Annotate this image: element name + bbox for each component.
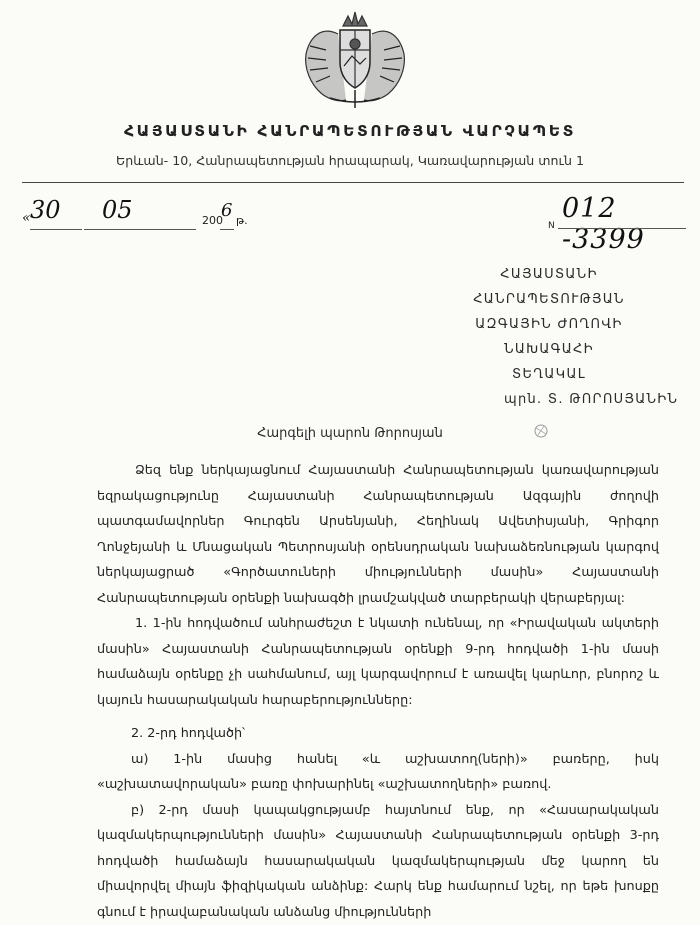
addressee-line-3: ՏԵՂԱԿԱԼ bbox=[440, 362, 658, 387]
body-paragraph-item-2a: ա) 1-ին մասից հանել «և աշխատող(ների)» բառերը, իսկ «աշխատավորական» բառը փոխարինել «աշխատողների» բառով. bbox=[97, 747, 659, 798]
date-quote-mark: « bbox=[22, 210, 31, 226]
reference-number bbox=[540, 193, 690, 237]
addressee-line-1: ՀԱՅԱՍՏԱՆԻ ՀԱՆՐԱՊԵՏՈՒԹՅԱՆ bbox=[440, 262, 658, 312]
date-month-underline bbox=[84, 229, 196, 230]
document-date bbox=[22, 196, 282, 236]
date-day: 30 bbox=[30, 196, 61, 224]
addressee-line-2: ԱԶԳԱՅԻՆ ԺՈՂՈՎԻ ՆԱԽԱԳԱՀԻ bbox=[440, 312, 658, 362]
body-paragraph-item-1: 1. 1-ին հոդվածում անհրաժեշտ է նկատի ունենալ, որ «Իրավական ակտերի մասին» Հայաստանի Հանրապետության օրենքի 9-րդ հոդվածի 1-ին մասի համաձայն օրենքը չի սահմանում, այլ կարգավորում է առավել կարևոր, բնորոշ և կայուն հասարակական հարաբերությունները: bbox=[97, 611, 659, 713]
body-paragraph-item-2b: բ) 2-րդ մասի կապակցությամբ հայտնում ենք, որ «Հասարակական կազմակերպությունների մասին» Հայաստանի Հանրապետության օրենքի 3-րդ հոդվածի համաձայն հասարակական կազմակերպության մեջ կարող են միավորվել միայն ֆիզիկական անձինք: Հարկ ենք համարում նշել, որ եթե խոսքը գնում է իրավաբանական անձանց միությունների bbox=[97, 798, 659, 925]
letter-body bbox=[97, 458, 659, 925]
date-year-abbr: թ. bbox=[236, 214, 248, 227]
reference-value: 012 -3399 bbox=[562, 193, 690, 255]
government-title: ՀԱՅԱՍՏԱՆԻ ՀԱՆՐԱՊԵՏՈՒԹՅԱՆ ՎԱՐՉԱՊԵՏ bbox=[0, 122, 700, 140]
body-paragraph-intro: Ձեզ ենք ներկայացնում Հայաստանի Հանրապետության կառավարության եզրակացությունը Հայաստանի Հանրապետության Ազգային ժողովի պատգամավորներ Գուրգեն Արսենյանի, Հեղինակ Ավետիսյանի, Գրիգոր Ղոնջեյանի և Մնացական Պետրոսյանի օրենսդրական նախաձեռնության կարգով ներկայացրած «Գործատուների միությունների մասին» Հայաստանի Հանրապետության օրենքի նախագծի լրամշակված տարբերակի վերաբերյալ: bbox=[97, 458, 659, 611]
reference-underline bbox=[558, 228, 686, 229]
ink-mark bbox=[530, 420, 552, 442]
government-address: Երևան- 10, Հանրապետության հրապարակ, Կառավարության տուն 1 bbox=[0, 153, 700, 168]
date-year-suffix: 6 bbox=[221, 200, 232, 221]
addressee-name: պրն. Տ. ԹՈՐՈՍՅԱՆԻՆ bbox=[504, 387, 700, 412]
header-divider bbox=[22, 182, 684, 183]
date-month: 05 bbox=[102, 196, 133, 224]
addressee-block bbox=[0, 262, 658, 412]
coat-of-arms-emblem bbox=[300, 6, 410, 110]
date-year-prefix: 200 bbox=[202, 214, 223, 227]
body-paragraph-item-2: 2. 2-րդ հոդվածի՝ bbox=[97, 721, 659, 747]
salutation: Հարգելի պարոն Թորոսյան bbox=[0, 426, 700, 441]
date-year-underline bbox=[220, 229, 234, 230]
reference-prefix: N bbox=[548, 221, 555, 231]
date-day-underline bbox=[30, 229, 82, 230]
